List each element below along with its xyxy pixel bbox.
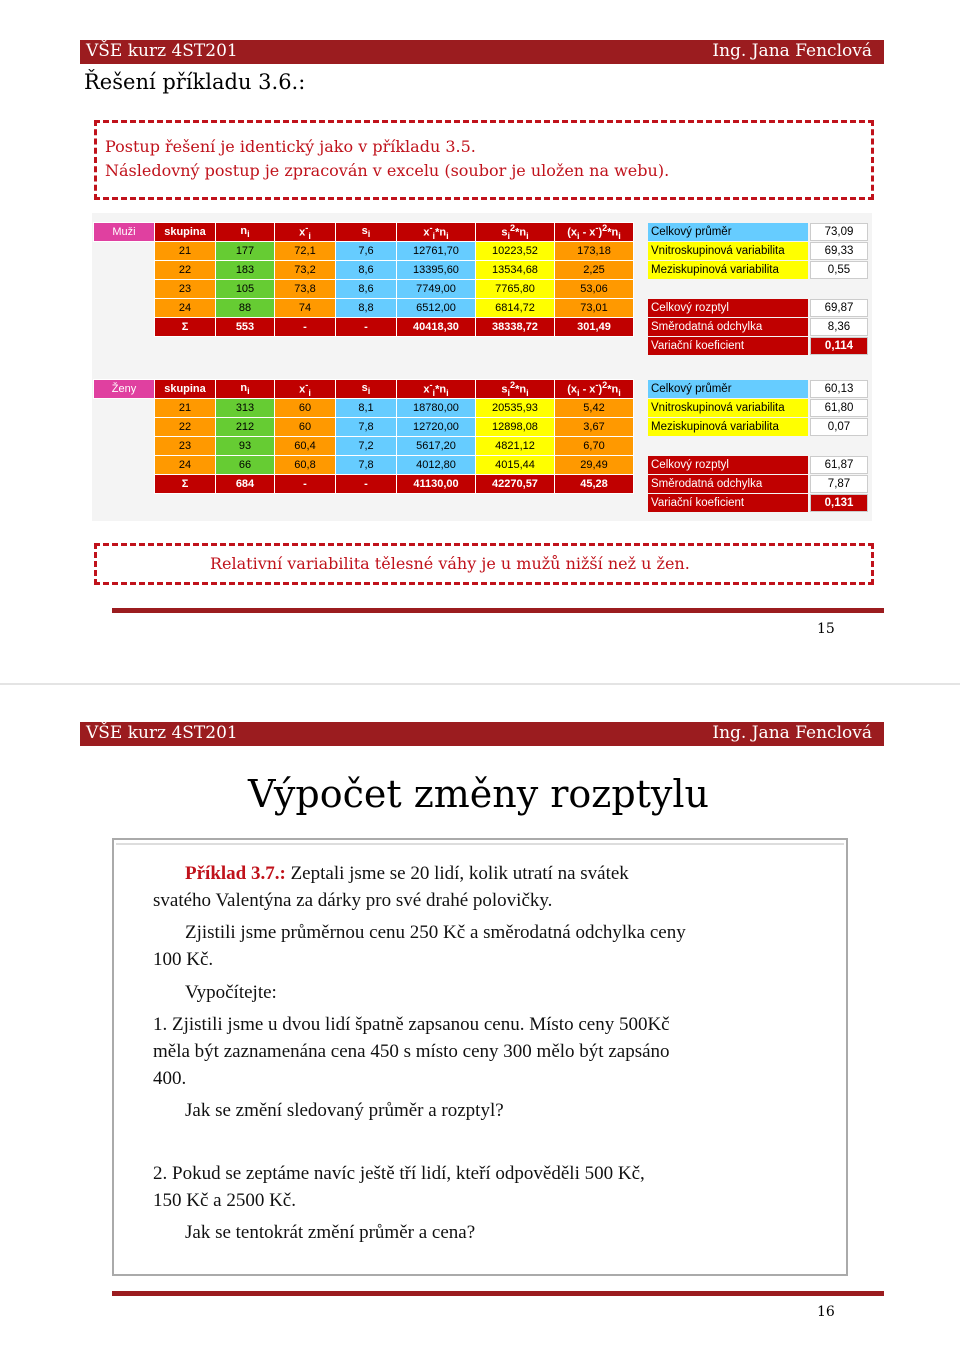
table-cell: 73,2 xyxy=(275,261,336,280)
table-cell: 4015,44 xyxy=(476,456,555,475)
page2-footer-line xyxy=(112,1291,884,1296)
table-cell: 7,8 xyxy=(336,418,397,437)
author-label: Ing. Jana Fenclová xyxy=(712,41,872,61)
page1-header xyxy=(80,40,884,64)
sum-row xyxy=(94,475,634,494)
table-cell: 88 xyxy=(216,299,275,318)
page1-title: Řešení příkladu 3.6.: xyxy=(84,70,306,94)
sum-row xyxy=(94,318,634,337)
example-line-6: 1. Zjistili jsme u dvou lidí špatně zapsanou cenu. Místo ceny 500Kč xyxy=(153,1014,670,1035)
stat-label: Variační koeficient xyxy=(648,337,808,355)
course-label: VŠE kurz 4ST201 xyxy=(86,41,238,61)
example-line-11: 150 Kč a 2500 Kč. xyxy=(153,1190,296,1211)
example-line-7: měla být zaznamenána cena 450 s místo ceny 300 mělo být zapsáno xyxy=(153,1041,670,1062)
page1-footer-line xyxy=(112,608,884,613)
stat-row xyxy=(648,456,870,474)
col-header: $n_i$ xyxy=(216,380,275,399)
col-header: $s_i$ xyxy=(336,380,397,399)
table-cell: 60,8 xyxy=(275,456,336,475)
stat-row xyxy=(648,475,870,493)
table-cell: 10223,52 xyxy=(476,242,555,261)
table-cell: 8,6 xyxy=(336,261,397,280)
col-header: $x^-_i$ xyxy=(275,223,336,242)
example-line-1 xyxy=(185,860,629,887)
page2-number: 16 xyxy=(817,1304,835,1320)
example-line-12: Jak se tentokrát změní průměr a cena? xyxy=(185,1222,476,1243)
col-header: $(x_i - x^-)^2*n_i$ xyxy=(555,380,634,399)
stat-row xyxy=(648,318,870,336)
example-line-3: Zjistili jsme průměrnou cenu 250 Kč a směrodatná odchylka ceny xyxy=(185,922,686,943)
men-label: Muži xyxy=(94,223,155,242)
stat-label: Meziskupinová variabilita xyxy=(648,418,808,436)
table-row xyxy=(94,399,634,418)
row-spacer xyxy=(94,242,155,261)
table-cell: 66 xyxy=(216,456,275,475)
table-cell: 53,06 xyxy=(555,280,634,299)
stat-value: 69,33 xyxy=(810,242,868,260)
table-cell: 60,4 xyxy=(275,437,336,456)
stat-value: 61,80 xyxy=(810,399,868,417)
table-cell: 7,2 xyxy=(336,437,397,456)
table-cell: 4821,12 xyxy=(476,437,555,456)
stat-value: 0,131 xyxy=(810,494,868,512)
col-header: $s_i$ xyxy=(336,223,397,242)
example-line-4: 100 Kč. xyxy=(153,949,214,970)
table-cell: 18780,00 xyxy=(397,399,476,418)
table-cell: 24 xyxy=(155,299,216,318)
col-header: $s_i^2*n_i$ xyxy=(476,380,555,399)
stat-row xyxy=(648,299,870,317)
table-cell: 23 xyxy=(155,280,216,299)
sum-cell: 301,49 xyxy=(555,318,634,337)
women-table xyxy=(93,379,634,494)
stat-label: Meziskupinová variabilita xyxy=(648,261,808,279)
table-row xyxy=(94,280,634,299)
stat-value: 69,87 xyxy=(810,299,868,317)
table-cell: 12761,70 xyxy=(397,242,476,261)
col-header: skupina xyxy=(155,223,216,242)
table-cell: 7,6 xyxy=(336,242,397,261)
table-cell: 29,49 xyxy=(555,456,634,475)
table-cell: 5,42 xyxy=(555,399,634,418)
table-cell: 12720,00 xyxy=(397,418,476,437)
stat-value: 0,55 xyxy=(810,261,868,279)
table-cell: 3,67 xyxy=(555,418,634,437)
men-table xyxy=(93,222,634,337)
example-line-9: Jak se změní sledovaný průměr a rozptyl? xyxy=(185,1100,504,1121)
table-cell: 93 xyxy=(216,437,275,456)
table-cell: 6814,72 xyxy=(476,299,555,318)
table-cell: 7749,00 xyxy=(397,280,476,299)
stat-label: Vnitroskupinová variabilita xyxy=(648,242,808,260)
stat-label: Celkový průměr xyxy=(648,380,808,398)
sum-cell: 38338,72 xyxy=(476,318,555,337)
col-header: $x^-_i$ xyxy=(275,380,336,399)
stat-value: 61,87 xyxy=(810,456,868,474)
sum-cell: - xyxy=(336,318,397,337)
stat-row xyxy=(648,418,870,436)
note-box xyxy=(94,120,874,200)
table-row xyxy=(94,418,634,437)
table-cell: 173,18 xyxy=(555,242,634,261)
row-spacer xyxy=(94,261,155,280)
stat-value: 0,07 xyxy=(810,418,868,436)
table-cell: 5617,20 xyxy=(397,437,476,456)
table-cell: 8,8 xyxy=(336,299,397,318)
stat-label: Směrodatná odchylka xyxy=(648,318,808,336)
stat-value: 0,114 xyxy=(810,337,868,355)
table-cell: 7,8 xyxy=(336,456,397,475)
table-cell: 22 xyxy=(155,261,216,280)
table-cell: 105 xyxy=(216,280,275,299)
frame-inner-line xyxy=(116,843,844,845)
table-row xyxy=(94,437,634,456)
row-spacer xyxy=(94,418,155,437)
row-spacer xyxy=(94,475,155,494)
row-spacer xyxy=(94,280,155,299)
note-line-1: Postup řešení je identický jako v příkladu 3.5. xyxy=(105,137,476,156)
table-cell: 21 xyxy=(155,399,216,418)
stat-label: Celkový rozptyl xyxy=(648,456,808,474)
author-label: Ing. Jana Fenclová xyxy=(712,723,872,743)
table-cell: 177 xyxy=(216,242,275,261)
example-text: Zeptali jsme se 20 lidí, kolik utratí na svátek xyxy=(285,863,629,884)
col-header: $x^-_i*n_i$ xyxy=(397,380,476,399)
table-cell: 8,6 xyxy=(336,280,397,299)
page1-number: 15 xyxy=(817,621,835,637)
table-cell: 73,8 xyxy=(275,280,336,299)
example-label: Příklad 3.7.: xyxy=(185,863,286,884)
stat-label: Směrodatná odchylka xyxy=(648,475,808,493)
col-header: $x^-_i*n_i$ xyxy=(397,223,476,242)
sum-cell: 553 xyxy=(216,318,275,337)
stat-row xyxy=(648,380,870,398)
table-cell: 7765,80 xyxy=(476,280,555,299)
table-cell: 23 xyxy=(155,437,216,456)
table-row xyxy=(94,242,634,261)
table-cell: 60 xyxy=(275,418,336,437)
table-cell: 74 xyxy=(275,299,336,318)
sum-cell: Σ xyxy=(155,318,216,337)
table-cell: 183 xyxy=(216,261,275,280)
stat-row xyxy=(648,242,870,260)
note-line-2: Následovný postup je zpracován v excelu (soubor je uložen na webu). xyxy=(105,161,670,180)
stat-label: Variační koeficient xyxy=(648,494,808,512)
sum-cell: Σ xyxy=(155,475,216,494)
row-spacer xyxy=(94,299,155,318)
table-cell: 21 xyxy=(155,242,216,261)
sum-cell: - xyxy=(336,475,397,494)
course-label: VŠE kurz 4ST201 xyxy=(86,723,238,743)
col-header: $(x_i - x^-)^2*n_i$ xyxy=(555,223,634,242)
table-cell: 13395,60 xyxy=(397,261,476,280)
table-row xyxy=(94,261,634,280)
table-row xyxy=(94,299,634,318)
col-header: $s_i^2*n_i$ xyxy=(476,223,555,242)
table-cell: 313 xyxy=(216,399,275,418)
stat-value: 60,13 xyxy=(810,380,868,398)
stat-row xyxy=(648,337,870,355)
table-cell: 8,1 xyxy=(336,399,397,418)
stat-row xyxy=(648,223,870,241)
page2-title: Výpočet změny rozptylu xyxy=(248,772,710,816)
col-header: $n_i$ xyxy=(216,223,275,242)
table-cell: 12898,08 xyxy=(476,418,555,437)
table-cell: 6512,00 xyxy=(397,299,476,318)
table-cell: 60 xyxy=(275,399,336,418)
example-line-2: svatého Valentýna za dárky pro své drahé polovičky. xyxy=(153,890,553,911)
sum-cell: 42270,57 xyxy=(476,475,555,494)
row-spacer xyxy=(94,318,155,337)
stat-label: Celkový průměr xyxy=(648,223,808,241)
page2-header xyxy=(80,722,884,746)
stat-value: 8,36 xyxy=(810,318,868,336)
stat-row xyxy=(648,261,870,279)
women-label: Ženy xyxy=(94,380,155,399)
stat-value: 7,87 xyxy=(810,475,868,493)
sum-cell: 684 xyxy=(216,475,275,494)
sum-cell: 40418,30 xyxy=(397,318,476,337)
table-cell: 72,1 xyxy=(275,242,336,261)
conclusion-text: Relativní variabilita tělesné váhy je u mužů nižší než u žen. xyxy=(210,554,690,573)
table-cell: 20535,93 xyxy=(476,399,555,418)
stat-label: Celkový rozptyl xyxy=(648,299,808,317)
table-cell: 13534,68 xyxy=(476,261,555,280)
table-cell: 6,70 xyxy=(555,437,634,456)
page-separator xyxy=(0,683,960,685)
stat-label: Vnitroskupinová variabilita xyxy=(648,399,808,417)
row-spacer xyxy=(94,399,155,418)
sum-cell: - xyxy=(275,475,336,494)
table-cell: 24 xyxy=(155,456,216,475)
stat-row xyxy=(648,494,870,512)
stat-row xyxy=(648,399,870,417)
table-cell: 4012,80 xyxy=(397,456,476,475)
row-spacer xyxy=(94,437,155,456)
table-row xyxy=(94,456,634,475)
stat-value: 73,09 xyxy=(810,223,868,241)
table-cell: 73,01 xyxy=(555,299,634,318)
sum-cell: - xyxy=(275,318,336,337)
sum-cell: 45,28 xyxy=(555,475,634,494)
example-line-8: 400. xyxy=(153,1068,187,1089)
example-line-5: Vypočítejte: xyxy=(185,982,277,1003)
table-cell: 2,25 xyxy=(555,261,634,280)
table-cell: 212 xyxy=(216,418,275,437)
example-line-10: 2. Pokud se zeptáme navíc ještě tří lidí, kteří odpověděli 500 Kč, xyxy=(153,1163,645,1184)
sum-cell: 41130,00 xyxy=(397,475,476,494)
col-header: skupina xyxy=(155,380,216,399)
table-cell: 22 xyxy=(155,418,216,437)
row-spacer xyxy=(94,456,155,475)
